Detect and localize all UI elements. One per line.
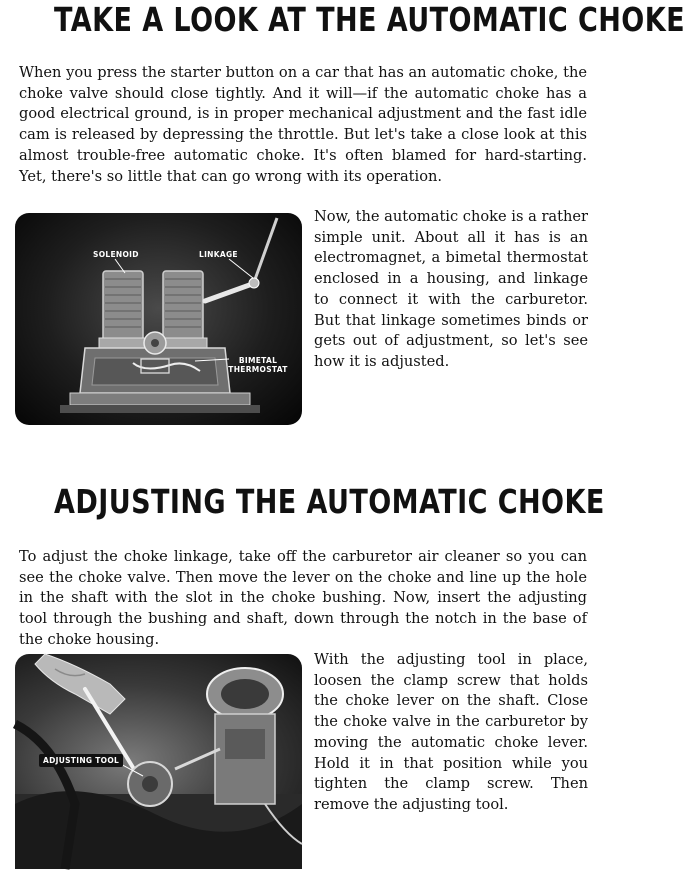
section-2-paragraph-1: To adjust the choke linkage, take off the carburetor air cleaner so you can see the choke valve. Then move the lever on the choke and line up the hole in the shaft with the slot in the choke bushing. Now, insert the adjusting tool through the bushing and shaft, down through the notch in the base of the choke housing. <box>19 548 587 648</box>
section-1-paragraph-1: When you press the starter button on a car that has an automatic choke, the choke valve should close tightly. And it will—if the automatic choke has a good electrical ground, is in proper mechanical adjustment and the fast idle cam is released by depressing the throttle. But let's take a close look at this almost trouble-free automatic choke. It's often blamed for hard-starting. Yet, there's so little that can go wrong with its operation. <box>19 64 587 185</box>
linkage-callout-label: LINKAGE <box>199 250 238 259</box>
bimetal-thermostat-callout-label: BIMETAL THERMOSTAT <box>228 356 288 374</box>
automatic-choke-photo <box>15 213 302 425</box>
section-1-paragraph-2: Now, the automatic choke is a rather simple unit. About all it has is an electromagnet, a bimetal thermostat enclosed in a housing, and linkage to connect it with the carburetor. But that linkage sometimes binds or gets out of adjustment, so let's see how it is adjusted. <box>314 208 588 370</box>
automatic-choke-illustration <box>15 213 302 425</box>
section-1-heading: TAKE A LOOK AT THE AUTOMATIC CHOKE <box>54 0 685 39</box>
section-2-heading: ADJUSTING THE AUTOMATIC CHOKE <box>54 482 605 521</box>
adjusting-tool-photo <box>15 654 302 869</box>
section-2-paragraph-2: With the adjusting tool in place, loosen the clamp screw that holds the choke lever on the shaft. Close the choke valve in the carburetor by moving the automatic choke lever. Hold it in that position while you tighten the clamp screw. Then remove the adjusting tool. <box>314 651 588 813</box>
solenoid-callout-label: SOLENOID <box>93 250 139 259</box>
adjusting-tool-callout-label: ADJUSTING TOOL <box>39 754 123 767</box>
